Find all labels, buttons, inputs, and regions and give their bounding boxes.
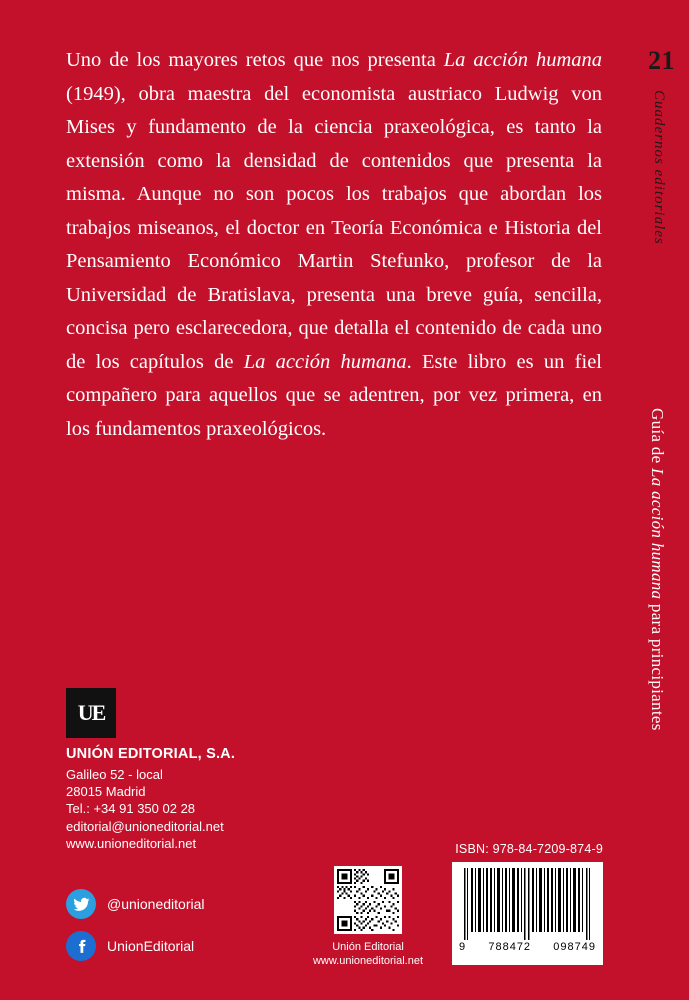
social-row-facebook[interactable] [66,926,326,966]
publisher-email: editorial@unioneditorial.net [66,818,224,834]
qr-code [334,866,402,934]
publisher-phone: Tel.: +34 91 350 02 28 [66,801,196,817]
publisher-website: www.unioneditorial.net [66,835,197,851]
qr-caption-line-2: www.unioneditorial.net [312,955,424,967]
spine-series-name: Cuadernos editoriales [651,90,667,245]
barcode-digit-group-1: 788472 [488,941,532,953]
publisher-address-line-1: Galileo 52 - local [66,767,163,782]
barcode-digit-left: 9 [459,941,467,953]
social-links [66,884,326,968]
facebook-handle: UnionEditorial [107,938,195,954]
blurb-text: Uno de los mayores retos que nos presenta La acción humana (1949), obra maestra del economista austriaco Ludwig von Mises y fundamento de la ciencia praxeológica, es tanto la extensión como la densidad de contenidos que presenta la misma. Aunque no son pocos los trabajos que abordan los trabajos miseanos, el doctor en Teoría Económica e Historia del Pensamiento Económico Martin Stefunko, profesor de la Universidad de Bratislava, presenta una breve guía, sencilla, concisa pero esclarecedora, que detalla el contenido de cada uno de los capítulos de La acción humana. Este libro es un fiel compañero para aquellos que se adentren, por vez primera, en los fundamentos praxeológicos. [66,49,602,440]
twitter-icon [66,889,96,919]
qr-caption [304,940,432,968]
qr-caption-line-1: Unión Editorial [332,941,404,953]
barcode-digit-group-2: 098749 [553,941,596,953]
twitter-handle: @unioneditorial [107,896,205,912]
publisher-logo-mark: UE [77,700,105,725]
publisher-logo [66,688,116,738]
social-row-twitter[interactable] [66,884,326,924]
spine-series-number: 21 [648,46,675,75]
isbn-label: ISBN: 978-84-7209-874-9 [455,842,603,856]
facebook-icon [66,931,96,961]
barcode [452,862,603,965]
publisher-address-line-2: 28015 Madrid [66,784,146,800]
publisher-name: UNIÓN EDITORIAL, S.A. [66,746,236,762]
barcode-digits [458,940,597,953]
publisher-contact-block [66,766,224,852]
spine-book-title: Guía de La acción humana para principiantes [648,408,667,731]
qr-block [304,866,432,968]
spine-strip [617,0,689,1000]
